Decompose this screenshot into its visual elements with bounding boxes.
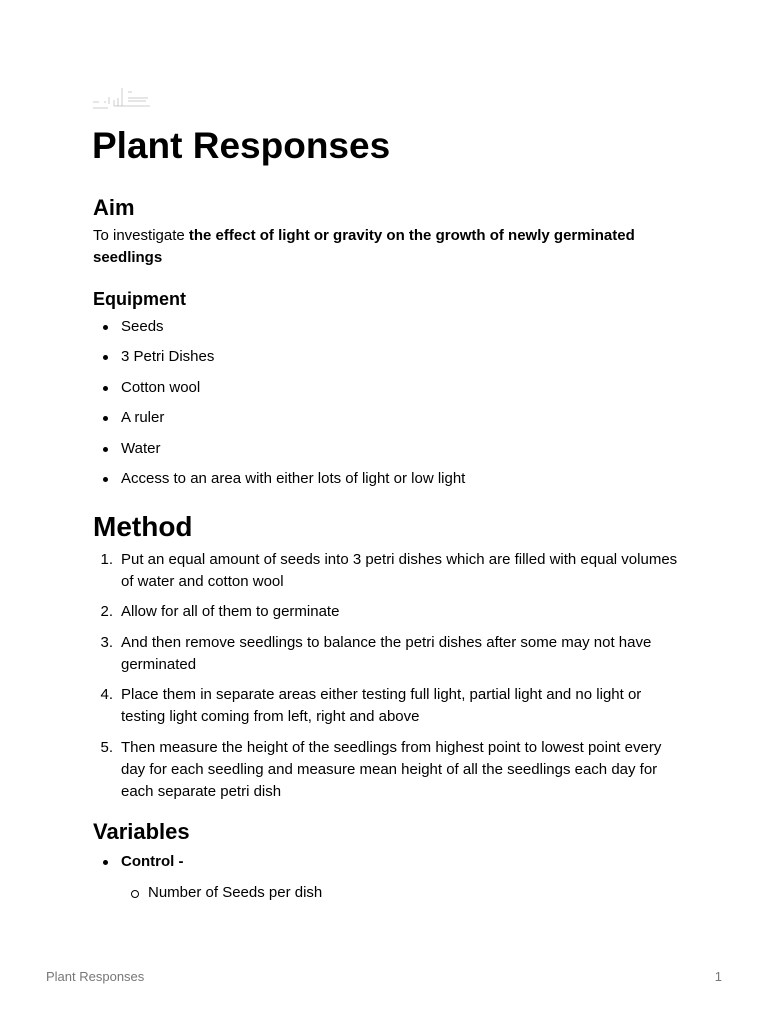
header-logo-image [92, 86, 152, 110]
method-steps-list [93, 549, 683, 803]
step-number: 5. [100, 738, 113, 756]
step-number: 2. [100, 603, 113, 621]
variable-group-control [93, 851, 683, 904]
equipment-heading: Equipment [93, 289, 186, 309]
footer-page-number: 1 [714, 969, 722, 984]
equipment-item: A ruler [93, 407, 683, 429]
equipment-item: Water [93, 438, 683, 460]
method-step [93, 549, 683, 593]
method-step [93, 632, 683, 676]
aim-heading: Aim [93, 195, 135, 220]
method-step [93, 737, 683, 803]
variables-heading: Variables [93, 818, 190, 844]
aim-intro-text: To investigate [93, 227, 189, 244]
aim-paragraph [93, 225, 683, 269]
step-text: Allow for all of them to germinate [121, 603, 340, 621]
control-label: Control - [121, 852, 184, 870]
equipment-item: Seeds [93, 316, 683, 338]
equipment-list [93, 316, 683, 490]
step-text: And then remove seedlings to balance the petri dishes after some may not have germinated [121, 633, 652, 673]
equipment-item: Cotton wool [93, 377, 683, 399]
step-text: Then measure the height of the seedlings from highest point to lowest point every day for each seedling and measure mean height of all the seedlings each day for each separate petri dish [121, 738, 662, 800]
equipment-item: 3 Petri Dishes [93, 346, 683, 368]
step-text: Place them in separate areas either testing full light, partial light and no light or testing light coming from left, right and above [121, 686, 642, 726]
step-number: 3. [100, 633, 113, 651]
footer-title: Plant Responses [46, 969, 145, 984]
aim-bold-text: the effect of light or gravity on the growth of newly germinated seedlings [93, 227, 635, 266]
step-number: 4. [100, 686, 113, 704]
method-step [93, 684, 683, 728]
variables-list [93, 851, 683, 904]
page-title: Plant Responses [92, 125, 391, 166]
method-step [93, 601, 683, 623]
step-text: Put an equal amount of seeds into 3 petri dishes which are filled with equal volumes of water and cotton wool [121, 550, 678, 590]
control-item: Number of Seeds per dish [121, 882, 683, 904]
method-heading: Method [93, 510, 193, 542]
control-sublist [121, 882, 683, 904]
equipment-item: Access to an area with either lots of light or low light [93, 468, 683, 490]
step-number: 1. [100, 550, 113, 568]
document-body [93, 124, 683, 904]
